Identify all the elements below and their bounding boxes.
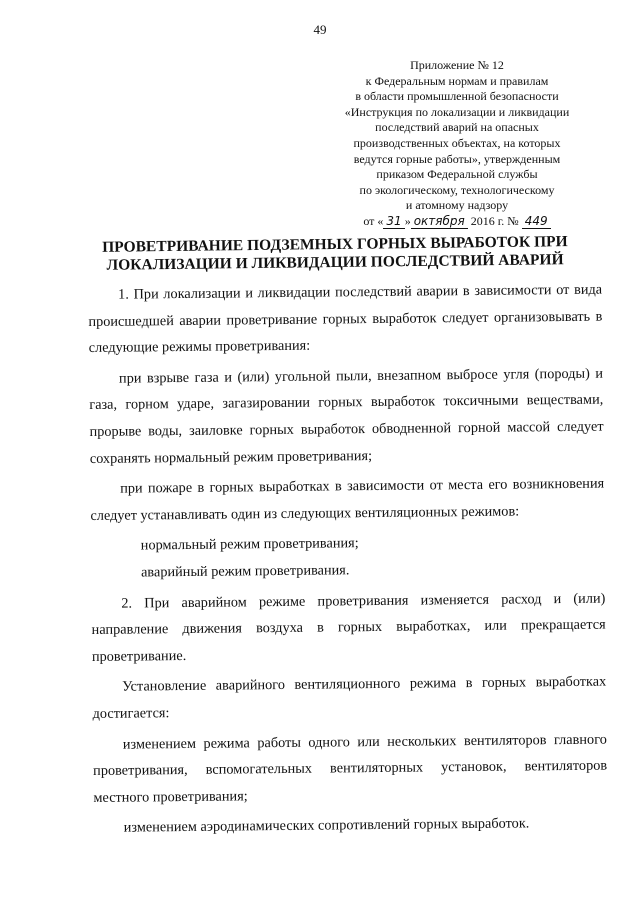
order-date-line — [322, 214, 592, 230]
appendix-line: ведутся горные работы», утвержденным — [353, 151, 561, 166]
appendix-line: и атомному надзору — [405, 198, 509, 213]
date-separator: » — [404, 213, 411, 228]
document-body — [88, 277, 608, 842]
list-item: нормальный режим проветривания; — [140, 535, 359, 554]
document-title: ПРОВЕТРИВАНИЕ ПОДЗЕМНЫХ ГОРНЫХ ВЫРАБОТОК ПРИ ЛОКАЛИЗАЦИИ И ЛИКВИДАЦИИ ПОСЛЕДСТВИЙ АВАРИЙ — [102, 233, 568, 274]
date-year: 2016 г. № — [470, 213, 519, 228]
paragraph: изменением режима работы одного или нескольких вентиляторов главного проветривания, вспомогательных вентиляторных установок, вентиляторов местного проветривания; — [93, 731, 608, 806]
list-item: аварийный режим проветривания. — [140, 562, 350, 581]
appendix-header — [322, 58, 592, 230]
paragraph: 1. При локализации и ликвидации последствий аварии в зависимости от вида происшедшей аварии проветривание горных выработок следует организовывать в следующие режимы проветривания: — [88, 281, 603, 357]
appendix-line: приказом Федеральной службы — [376, 167, 538, 182]
paragraph: 2. При аварийном режиме проветривания изменяется расход и (или) направление движения воздуха в горных выработках, или прекращается проветривание. — [91, 590, 606, 665]
paragraph: изменением аэродинамических сопротивлений горных выработок. — [123, 815, 530, 836]
paragraph: при пожаре в горных выработках в зависимости от места его возникновения следует устанавливать один из следующих вентиляционных режимов: — [90, 475, 605, 524]
handwritten-day: 31 — [383, 215, 404, 229]
handwritten-month: октября — [411, 215, 468, 229]
appendix-line: «Инструкция по локализации и ликвидации — [344, 104, 570, 119]
appendix-line: последствий аварий на опасных — [375, 120, 539, 135]
appendix-line: по экологическому, технологическому — [359, 182, 555, 197]
handwritten-order-number: 449 — [522, 215, 551, 229]
appendix-line: производственных объектах, на которых — [353, 135, 561, 150]
paragraph: Установление аварийного вентиляционного режима в горных выработках достигается: — [92, 673, 607, 722]
appendix-line: Приложение № 12 — [410, 58, 504, 72]
appendix-line: к Федеральным нормам и правилам — [365, 73, 549, 88]
appendix-line: в области промышленной безопасности — [355, 89, 559, 104]
paragraph: при взрыве газа и (или) угольной пыли, внезапном выбросе угля (породы) и газа, горном ударе, загазировании горных выработок токсичными веществами, прорыве воды, заиловке горных выработок обводненной горной массой следует сохранять нормальный режим проветривания; — [89, 365, 604, 467]
date-prefix: от « — [363, 213, 384, 228]
page-number: 49 — [313, 22, 327, 37]
